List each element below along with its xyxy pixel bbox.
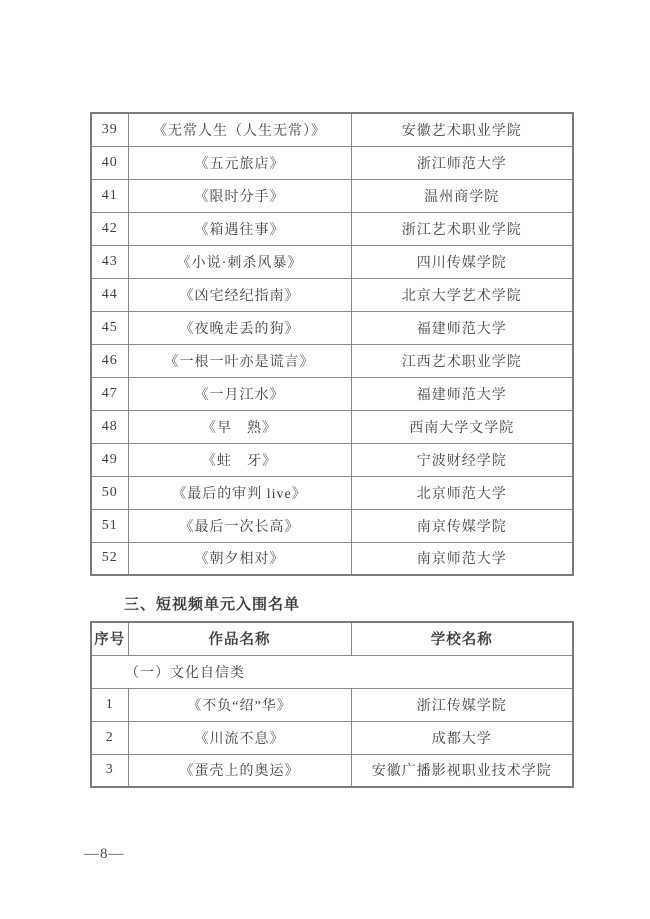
section-heading: 三、短视频单元入围名单	[124, 597, 301, 613]
table-row	[91, 179, 573, 212]
work-title-cell: 《早 熟》	[128, 410, 351, 443]
row-number-cell: 47	[91, 377, 128, 410]
work-title-cell: 《川流不息》	[128, 721, 351, 754]
school-name-cell: 福建师范大学	[351, 377, 573, 410]
category-row	[91, 655, 573, 688]
work-title-cell: 《限时分手》	[128, 179, 351, 212]
table-row	[91, 509, 573, 542]
category-label: （一）文化自信类	[91, 655, 573, 688]
table-row	[91, 311, 573, 344]
work-title-cell: 《一根一叶亦是谎言》	[128, 344, 351, 377]
table-row	[91, 410, 573, 443]
row-number-cell: 43	[91, 245, 128, 278]
school-name-cell: 浙江传媒学院	[351, 688, 573, 721]
table-row	[91, 476, 573, 509]
work-title-cell: 《一月江水》	[128, 377, 351, 410]
header-work-title: 作品名称	[128, 622, 351, 655]
school-name-cell: 四川传媒学院	[351, 245, 573, 278]
row-number-cell: 44	[91, 278, 128, 311]
row-number-cell: 49	[91, 443, 128, 476]
school-name-cell: 北京大学艺术学院	[351, 278, 573, 311]
table-row	[91, 113, 573, 146]
work-title-cell: 《朝夕相对》	[128, 542, 351, 575]
row-number-cell: 42	[91, 212, 128, 245]
row-number-cell: 48	[91, 410, 128, 443]
row-number-cell: 52	[91, 542, 128, 575]
school-name-cell: 福建师范大学	[351, 311, 573, 344]
table-header-row	[91, 622, 573, 655]
table-row	[91, 688, 573, 721]
school-name-cell: 南京传媒学院	[351, 509, 573, 542]
row-number-cell: 51	[91, 509, 128, 542]
school-name-cell: 浙江艺术职业学院	[351, 212, 573, 245]
row-number-cell: 50	[91, 476, 128, 509]
table-row	[91, 344, 573, 377]
table-row	[91, 754, 573, 787]
row-number-cell: 39	[91, 113, 128, 146]
table-row	[91, 245, 573, 278]
table-row	[91, 212, 573, 245]
header-row-number: 序号	[91, 622, 128, 655]
header-school-name: 学校名称	[351, 622, 573, 655]
work-title-cell: 《凶宅经纪指南》	[128, 278, 351, 311]
row-number-cell: 3	[91, 754, 128, 787]
table-row	[91, 443, 573, 476]
table-row	[91, 721, 573, 754]
work-title-cell: 《小说·刺杀风暴》	[128, 245, 351, 278]
school-name-cell: 宁波财经学院	[351, 443, 573, 476]
work-title-cell: 《最后的审判 live》	[128, 476, 351, 509]
school-name-cell: 南京师范大学	[351, 542, 573, 575]
work-title-cell: 《不负“绍”华》	[128, 688, 351, 721]
work-title-cell: 《蛋壳上的奥运》	[128, 754, 351, 787]
short-video-shortlist-table	[90, 621, 574, 788]
work-title-cell: 《蛀 牙》	[128, 443, 351, 476]
school-name-cell: 北京师范大学	[351, 476, 573, 509]
work-title-cell: 《无常人生（人生无常）》	[128, 113, 351, 146]
film-unit-shortlist-table	[90, 112, 574, 576]
school-name-cell: 安徽艺术职业学院	[351, 113, 573, 146]
work-title-cell: 《夜晚走丢的狗》	[128, 311, 351, 344]
row-number-cell: 41	[91, 179, 128, 212]
work-title-cell: 《五元旅店》	[128, 146, 351, 179]
school-name-cell: 西南大学文学院	[351, 410, 573, 443]
page-number: —8—	[84, 846, 125, 862]
table-row	[91, 278, 573, 311]
row-number-cell: 46	[91, 344, 128, 377]
row-number-cell: 2	[91, 721, 128, 754]
school-name-cell: 浙江师范大学	[351, 146, 573, 179]
school-name-cell: 成都大学	[351, 721, 573, 754]
work-title-cell: 《最后一次长高》	[128, 509, 351, 542]
work-title-cell: 《箱遇往事》	[128, 212, 351, 245]
school-name-cell: 温州商学院	[351, 179, 573, 212]
school-name-cell: 江西艺术职业学院	[351, 344, 573, 377]
school-name-cell: 安徽广播影视职业技术学院	[351, 754, 573, 787]
table-row	[91, 542, 573, 575]
table-row	[91, 146, 573, 179]
table-row	[91, 377, 573, 410]
row-number-cell: 1	[91, 688, 128, 721]
row-number-cell: 40	[91, 146, 128, 179]
row-number-cell: 45	[91, 311, 128, 344]
